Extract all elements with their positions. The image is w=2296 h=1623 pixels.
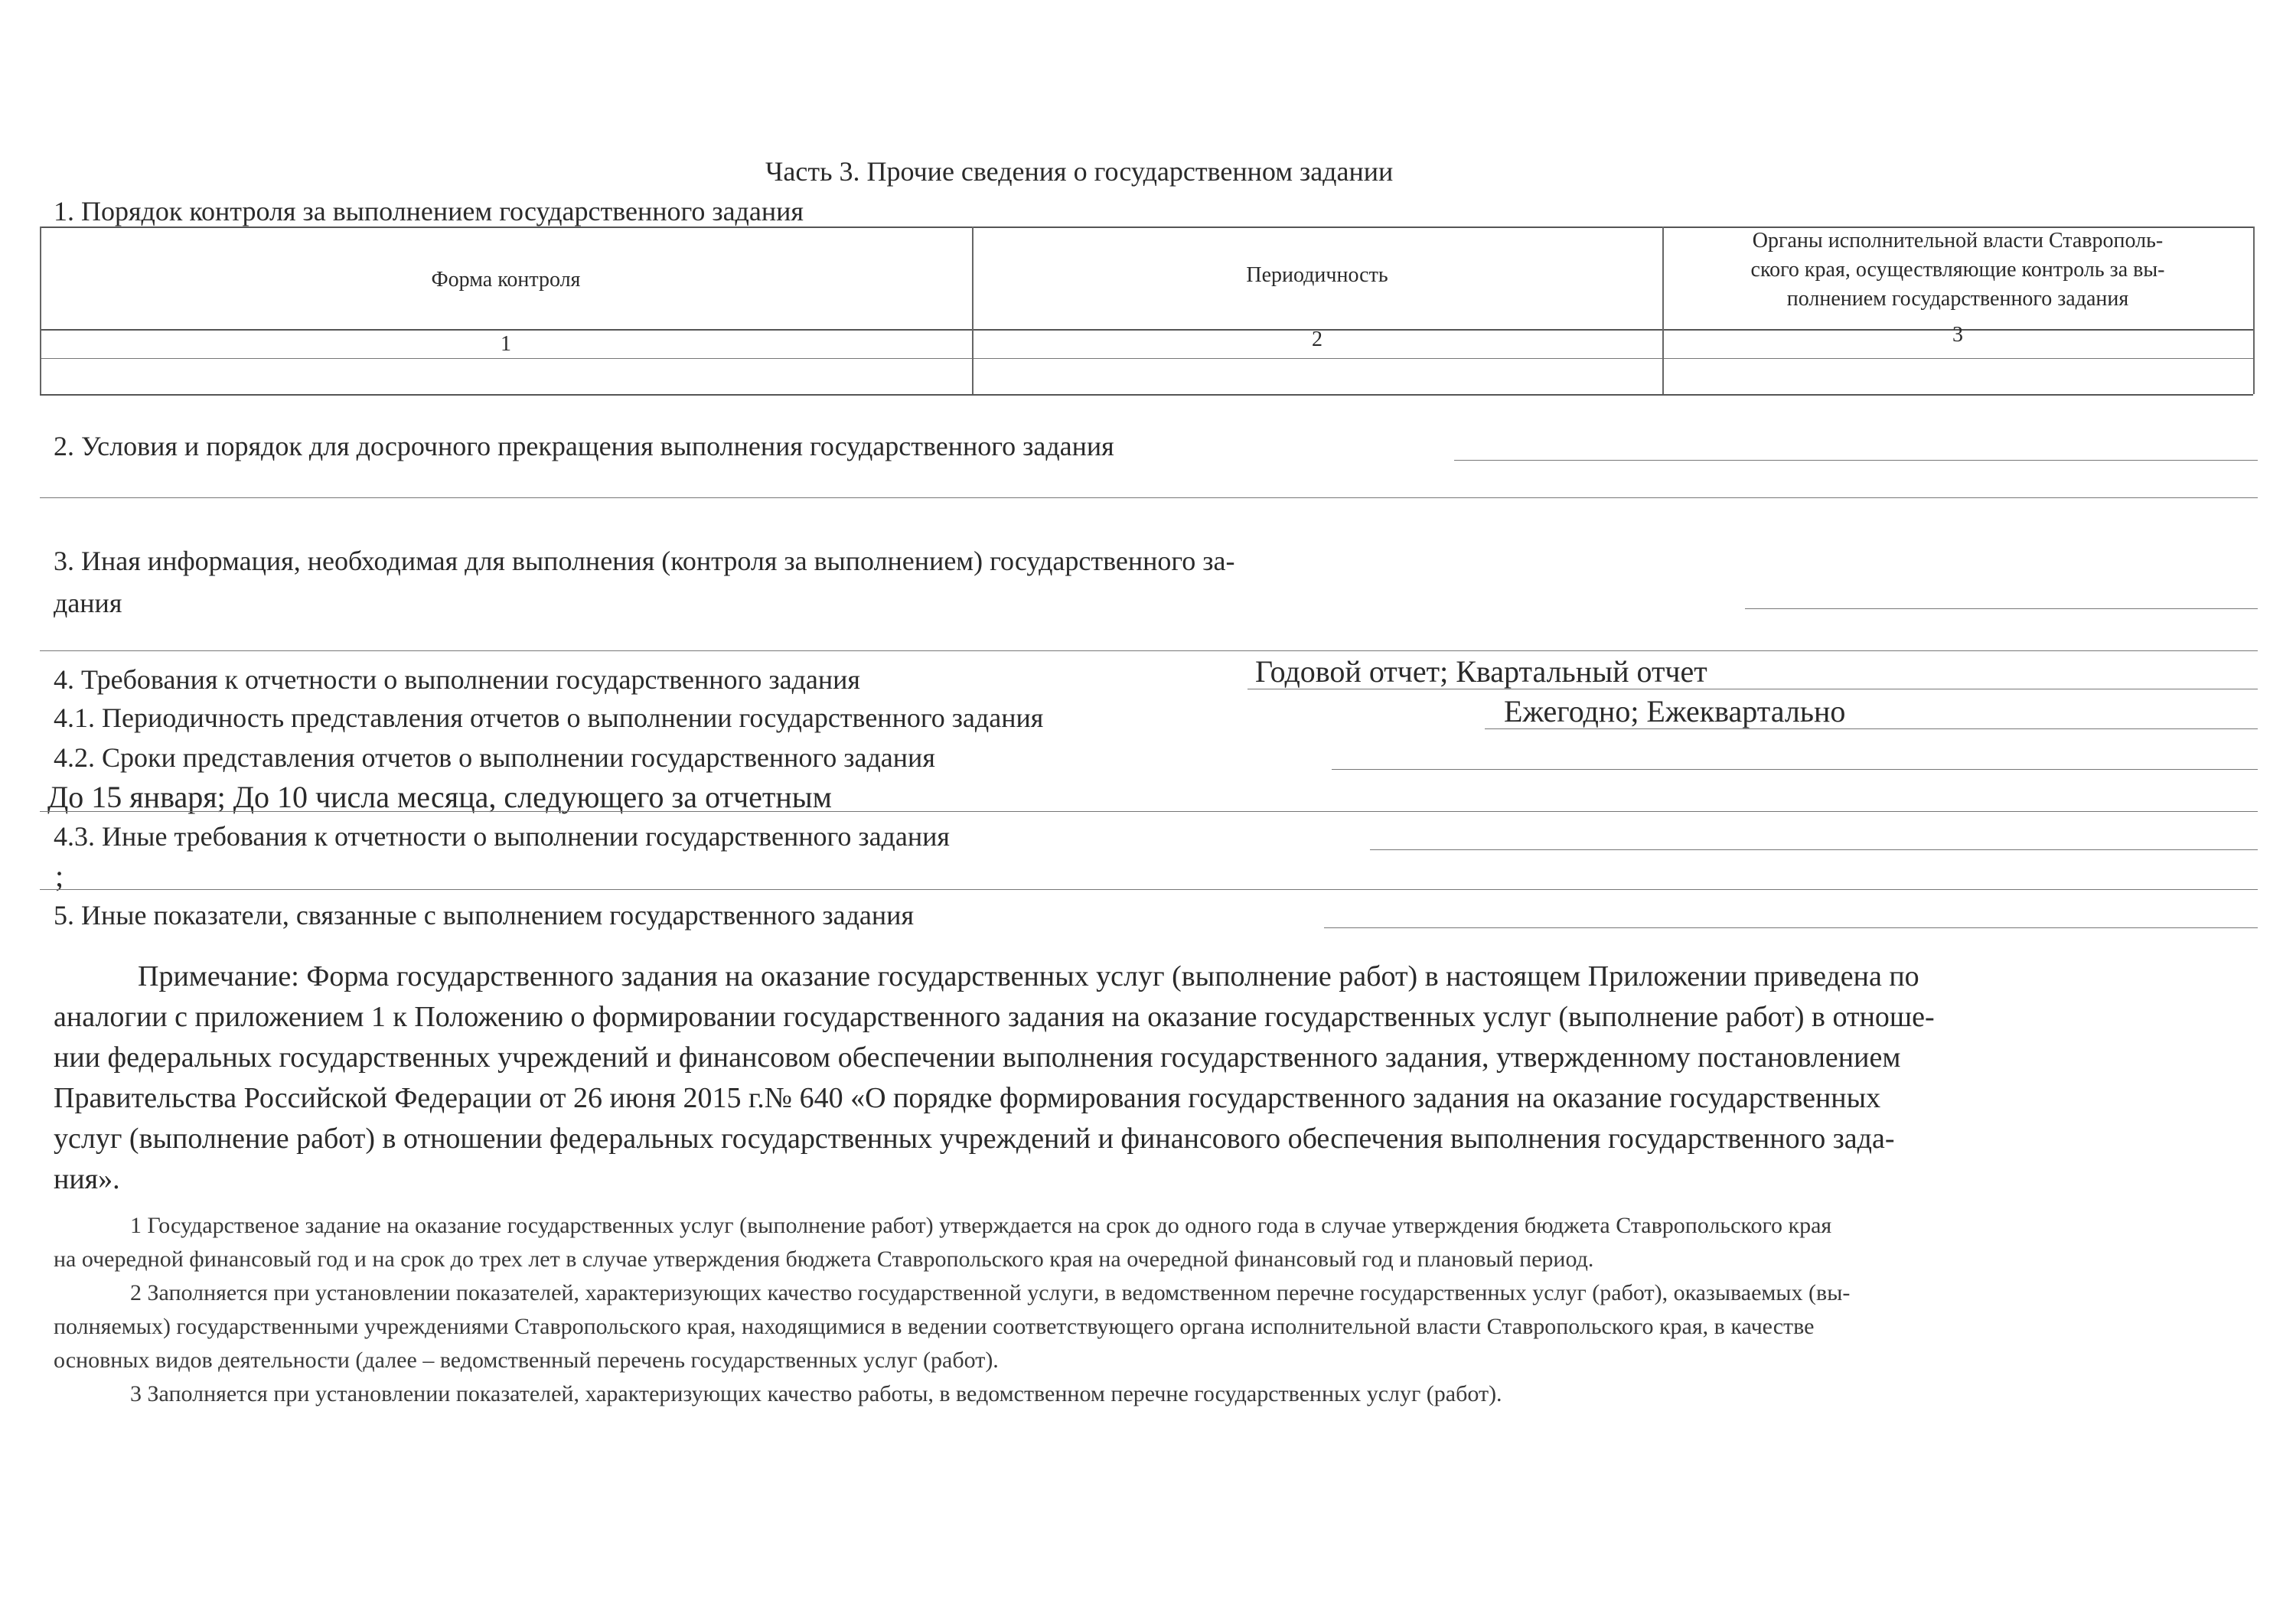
table-header-authorities: Органы исполнительной власти Ставрополь- ского края, осуществляющие контроль за вы- полнением государственного задания (1750, 229, 2165, 311)
table-col-number-1: 1 (501, 332, 511, 356)
footnote-2-line2: полняемых) государственными учреждениями Ставропольского края, находящимися в ведении соответствующего органа исполнительной власти Ставропольского края, в качестве (54, 1314, 1815, 1339)
note-line: услуг (выполнение работ) в отношении федеральных государственных учреждений и финансового обеспечения выполнения государственного зада- (54, 1123, 1895, 1155)
section-4-1-text: 4.1. Периодичность представления отчетов о выполнении государственного задания (54, 702, 1044, 733)
note-paragraph (54, 957, 2258, 1200)
section-2-text: 2. Условия и порядок для досрочного прекращения выполнения государственного задания (54, 431, 1114, 461)
note-line: Правительства Российской Федерации от 26 июня 2015 г.№ 640 «О порядке формирования государственного задания на оказание государственных (54, 1082, 1881, 1114)
table-col-number-2: 2 (1312, 328, 1322, 351)
section-1-title: 1. Порядок контроля за выполнением государственного задания (54, 196, 804, 227)
note-line: Примечание: Форма государственного задания на оказание государственных услуг (выполнение работ) в настоящем Приложении приведена по (138, 960, 1919, 992)
footnote-2-line1: 2 Заполняется при установлении показателей, характеризующих качество государственной услуги, в ведомственном перечне государственных услуг (работ), оказываемых (вы- (130, 1280, 1851, 1305)
note-line: аналогии с приложением 1 к Положению о формировании государственного задания на оказание государственных услуг (выполнение работ) в отноше- (54, 1001, 1935, 1033)
footnote-3: 3 Заполняется при установлении показателей, характеризующих качество работы, в ведомственном перечне государственных услуг (работ). (130, 1381, 1502, 1406)
footnote-2-line3: основных видов деятельности (далее – ведомственный перечень государственных услуг (работ). (54, 1348, 999, 1373)
table-col-number-3: 3 (1952, 323, 1963, 347)
section-4-3-value: ; (55, 859, 64, 893)
section-3-text-line2: дания (54, 588, 122, 618)
section-4-value: Годовой отчет; Квартальный отчет (1255, 654, 1707, 689)
note-line: нии федеральных государственных учреждений и финансовом обеспечении выполнения государственного задания, утвержденному постановлением (54, 1041, 1901, 1074)
section-4-2-text: 4.2. Сроки представления отчетов о выполнении государственного задания (54, 742, 935, 773)
section-4-text: 4. Требования к отчетности о выполнении государственного задания (54, 664, 860, 695)
footnotes (54, 1209, 2258, 1411)
section-4-2-value: До 15 января; До 10 числа месяца, следующего за отчетным (47, 780, 832, 814)
note-line: ния». (54, 1163, 120, 1195)
table-header-periodicity: Периодичность (1246, 263, 1388, 287)
footnote-1-line2: на очередной финансовый год и на срок до трех лет в случае утверждения бюджета Ставропольского края на очередной финансовый год и плановый период. (54, 1247, 1594, 1272)
table-header-control-form: Форма контроля (431, 268, 581, 292)
section-5-text: 5. Иные показатели, связанные с выполнением государственного задания (54, 900, 914, 930)
section-4-3-text: 4.3. Иные требования к отчетности о выполнении государственного задания (54, 821, 950, 852)
part-title: Часть 3. Прочие сведения о государственном задании (765, 156, 1394, 187)
section-3-text-line1: 3. Иная информация, необходимая для выполнения (контроля за выполнением) государственного за- (54, 546, 1235, 576)
footnote-1-line1: 1 Государственое задание на оказание государственных услуг (выполнение работ) утверждается на срок до одного года в случае утверждения бюджета Ставропольского края (130, 1213, 1832, 1238)
section-4-1-value: Ежегодно; Ежеквартально (1504, 694, 1846, 728)
